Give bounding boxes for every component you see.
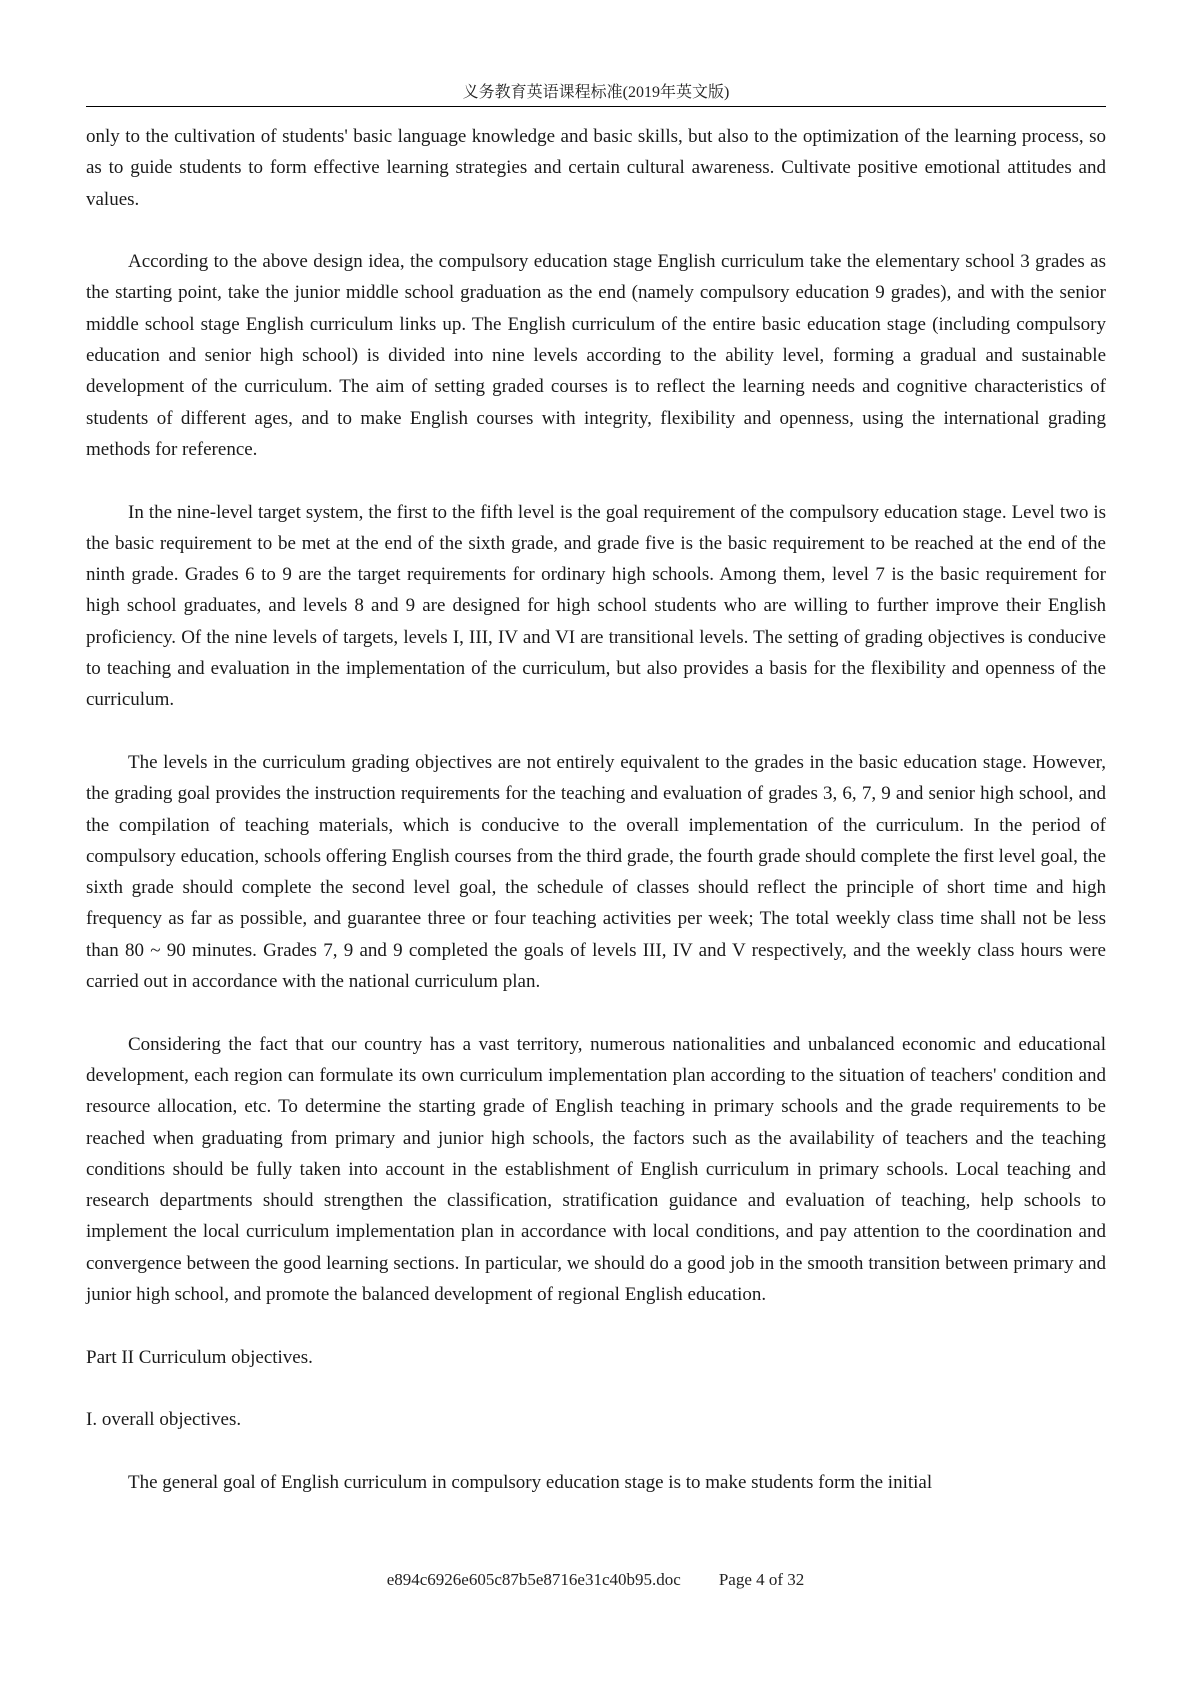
paragraph-regional-plan: Considering the fact that our country has a vast territory, numerous nationalities and unbalanced economic and educational development, each region can formulate its own curriculum implementation plan according to the situation of teachers' condition and resource allocation, etc. To determine the starting grade of English teaching in primary schools and the grade requirements to be reached when graduating from primary and junior high schools, the factors such as the availability of teachers and the teaching conditions should be fully taken into account in the establishment of English curriculum in primary schools. Local teaching and research departments should strengthen the classification, stratification guidance and evaluation of teaching, help schools to implement the local curriculum implementation plan in accordance with local conditions, and pay attention to the coordination and convergence between the good learning sections. In particular, we should do a good job in the smooth transition between primary and junior high school, and promote the balanced development of regional English education. [86,1033,1106,1305]
header-divider [86,106,1106,107]
page-footer [0,1568,1191,1592]
section-heading-part-ii: Part II Curriculum objectives. [86,1346,313,1368]
paragraph-grading-levels: The levels in the curriculum grading objectives are not entirely equivalent to the grades in the basic education stage. However, the grading goal provides the instruction requirements for the teaching and evaluation of grades 3, 6, 7, 9 and senior high school, and the compilation of teaching materials, which is conducive to the overall implementation of the curriculum. In the period of compulsory education, schools offering English courses from the third grade, the fourth grade should complete the first level goal, the sixth grade should complete the second level goal, the schedule of classes should reflect the principle of short time and high frequency as far as possible, and guarantee three or four teaching activities per week; The total weekly class time shall not be less than 80 ~ 90 minutes. Grades 7, 9 and 9 completed the goals of levels III, IV and V respectively, and the weekly class hours were carried out in accordance with the national curriculum plan. [86,751,1106,993]
paragraph-design-idea: According to the above design idea, the compulsory education stage English curriculum take the elementary school 3 grades as the starting point, take the junior middle school graduation as the end (namely compulsory education 9 grades), and with the senior middle school stage English curriculum links up. The English curriculum of the entire basic education stage (including compulsory education and senior high school) is divided into nine levels according to the ability level, forming a gradual and sustainable development of the curriculum. The aim of setting graded courses is to reflect the learning needs and cognitive characteristics of students of different ages, and to make English courses with integrity, flexibility and openness, using the international grading methods for reference. [86,251,1106,460]
paragraph-nine-level-system: In the nine-level target system, the first to the fifth level is the goal requirement of the compulsory education stage. Level two is the basic requirement to be met at the end of the sixth grade, and grade five is the basic requirement to be reached at the end of the ninth grade. Grades 6 to 9 are the target requirements for ordinary high schools. Among them, level 7 is the basic requirement for high school graduates, and levels 8 and 9 are designed for high school students who are willing to further improve their English proficiency. Of the nine levels of targets, levels I, III, IV and VI are transitional levels. The setting of grading objectives is conducive to teaching and evaluation in the implementation of the curriculum, but also provides a basis for the flexibility and openness of the curriculum. [86,501,1106,711]
subsection-heading-overall-objectives: I. overall objectives. [86,1409,242,1431]
paragraph-general-goal: The general goal of English curriculum in compulsory education stage is to make students form the initial [128,1471,933,1493]
paragraph-continuation: only to the cultivation of students' basic language knowledge and basic skills, but also to the optimization of the learning process, so as to guide students to form effective learning strategies and certain cultural awareness. Cultivate positive emotional attitudes and values. [86,126,1106,210]
page-header: 义务教育英语课程标准(2019年英文版) [462,84,730,101]
footer-filename: e894c6926e605c87b5e8716e31c40b95.doc [386,1570,681,1589]
footer-page-number: Page 4 of 32 [718,1570,805,1589]
page-body [86,121,1106,1498]
